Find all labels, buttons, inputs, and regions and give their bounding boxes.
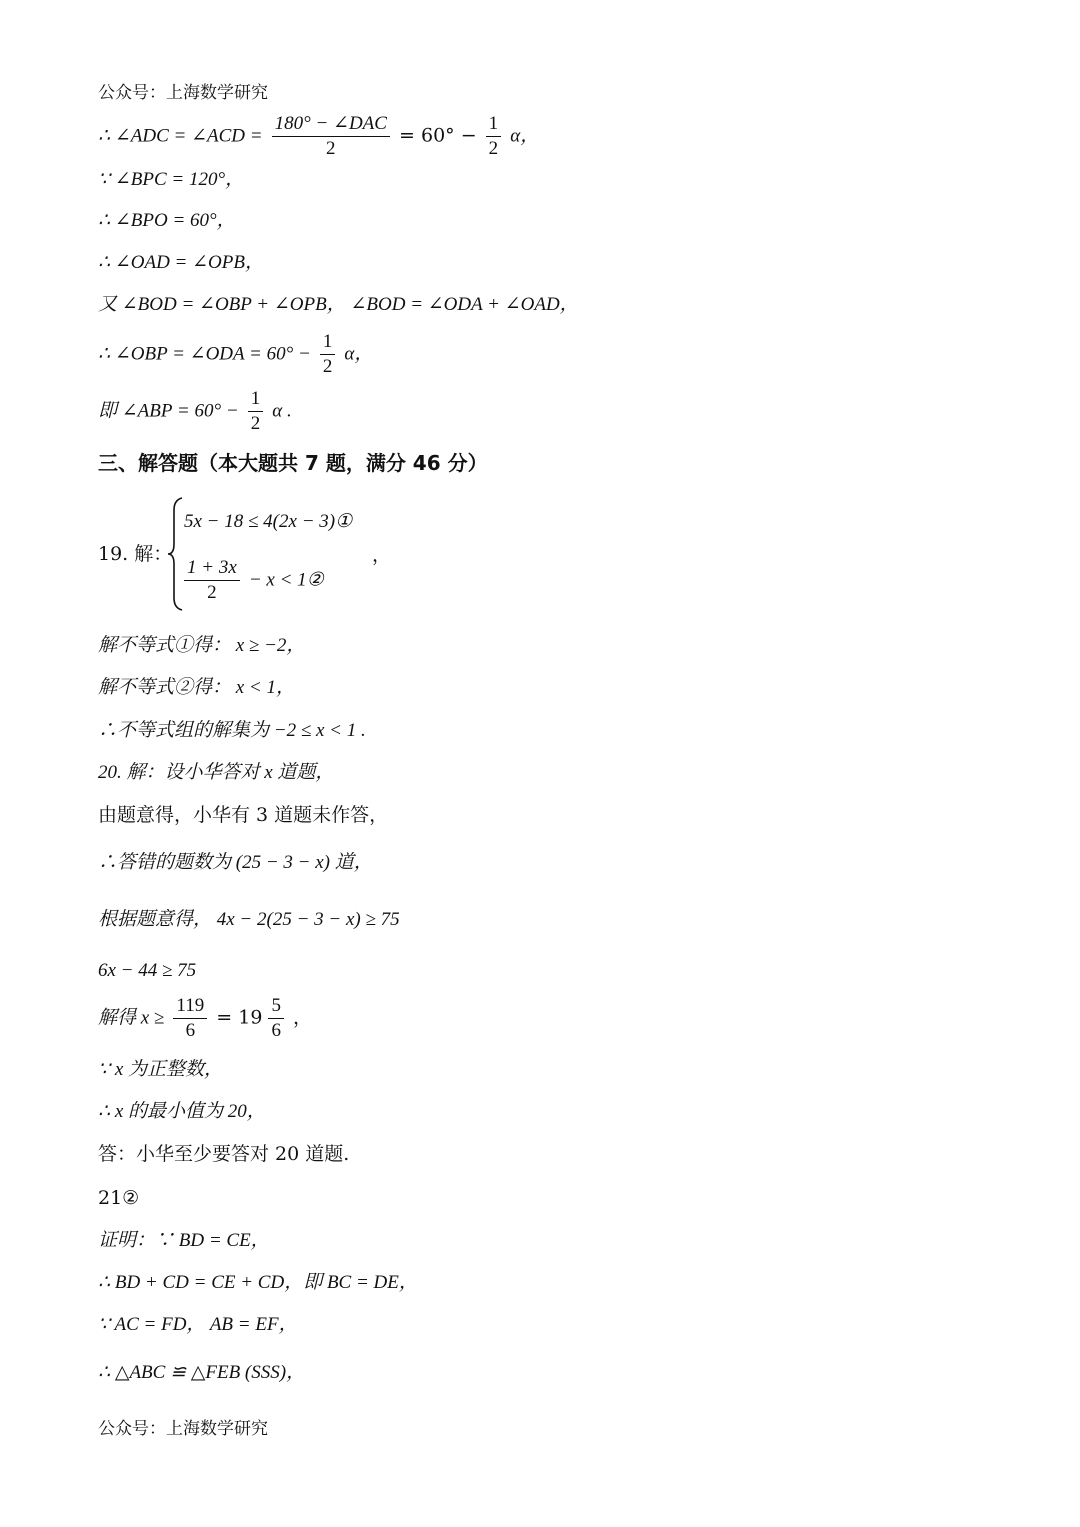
expr: α，	[510, 125, 540, 147]
q20-step-5: 6x − 44 ≥ 75	[98, 960, 197, 981]
proof-line-1	[98, 112, 539, 161]
expr: 即 ∠ABP = 60° −	[98, 400, 239, 422]
q21-label: 21②	[98, 1187, 140, 1209]
denominator: 2	[250, 413, 261, 434]
expr: ，	[293, 1006, 313, 1029]
numerator: 180° − ∠DAC	[272, 112, 390, 137]
expr: = 19	[216, 1006, 263, 1029]
section-title: 三、解答题（本大题共 7 题，满分 46 分）	[98, 451, 488, 475]
numerator: 1	[248, 387, 264, 412]
q20-answer: 答：小华至少要答对 20 道题.	[98, 1143, 350, 1165]
expr: α，	[344, 343, 374, 365]
q19-step-2: 解不等式②得： x < 1，	[98, 677, 296, 698]
q21-step-4: ∴ △ABC ≌ △FEB (SSS)，	[98, 1362, 306, 1383]
q19-label: 19. 解：	[98, 543, 173, 565]
denominator: 2	[488, 138, 499, 159]
proof-line-7	[98, 387, 292, 436]
denominator: 2	[326, 138, 336, 159]
q20-step-8: ∴ x 的最小值为 20，	[98, 1101, 266, 1122]
expr: ∴ ∠OBP = ∠ODA = 60° −	[98, 343, 311, 365]
q20-step-3: ∴答错的题数为 (25 − 3 − x) 道，	[98, 852, 373, 873]
proof-line-2: ∵ ∠BPC = 120°，	[98, 169, 245, 190]
fraction	[486, 112, 502, 161]
proof-line-6	[98, 330, 373, 379]
denominator: 6	[185, 1020, 196, 1041]
q20-step-2: 由题意得，小华有 3 道题未作答，	[98, 804, 389, 826]
numerator: 1	[320, 330, 336, 355]
inequality-1: 5x − 18 ≤ 4(2x − 3)①	[184, 511, 353, 532]
denominator: 2	[322, 356, 333, 377]
q21-step-1: 证明：∵ BD = CE，	[98, 1230, 270, 1251]
q21-step-3: ∵ AC = FD， AB = EF，	[98, 1314, 298, 1335]
fraction	[320, 330, 336, 379]
numerator: 5	[268, 994, 284, 1019]
footer-note: 公众号：上海数学研究	[98, 1419, 268, 1439]
denominator: 6	[271, 1020, 281, 1041]
denominator: 2	[207, 582, 217, 603]
header-note: 公众号：上海数学研究	[98, 83, 268, 103]
q19-step-1: 解不等式①得： x ≥ −2，	[98, 635, 306, 656]
q21-step-2: ∴ BD + CD = CE + CD，即 BC = DE，	[98, 1272, 418, 1293]
comma: ，	[372, 544, 392, 566]
expr: = 60° −	[399, 124, 477, 147]
q20-step-1: 20. 解：设小华答对 x 道题，	[98, 762, 335, 783]
expr: 解得 x ≥	[98, 1007, 165, 1029]
fraction	[184, 556, 240, 605]
q20-step-4: 根据题意得， 4x − 2(25 − 3 − x) ≥ 75	[98, 909, 400, 930]
numerator: 119	[173, 994, 207, 1019]
q20-step-6	[98, 994, 312, 1043]
proof-line-4: ∴ ∠OAD = ∠OPB，	[98, 252, 264, 273]
numerator: 1	[486, 112, 502, 137]
numerator: 1 + 3x	[184, 556, 240, 581]
expr: α .	[272, 400, 292, 422]
fraction	[248, 387, 264, 436]
expr: ∴ ∠ADC = ∠ACD =	[98, 125, 263, 147]
proof-line-5: 又 ∠BOD = ∠OBP + ∠OPB， ∠BOD = ∠ODA + ∠OAD，	[98, 294, 579, 315]
expr: − x < 1②	[248, 569, 324, 591]
fraction	[173, 994, 207, 1043]
fraction	[272, 112, 390, 161]
inequality-2	[184, 556, 324, 605]
q19-step-3: ∴不等式组的解集为 −2 ≤ x < 1 .	[98, 720, 366, 741]
fraction	[268, 994, 284, 1043]
q20-step-7: ∵ x 为正整数，	[98, 1059, 224, 1080]
proof-line-3: ∴ ∠BPO = 60°，	[98, 210, 236, 231]
